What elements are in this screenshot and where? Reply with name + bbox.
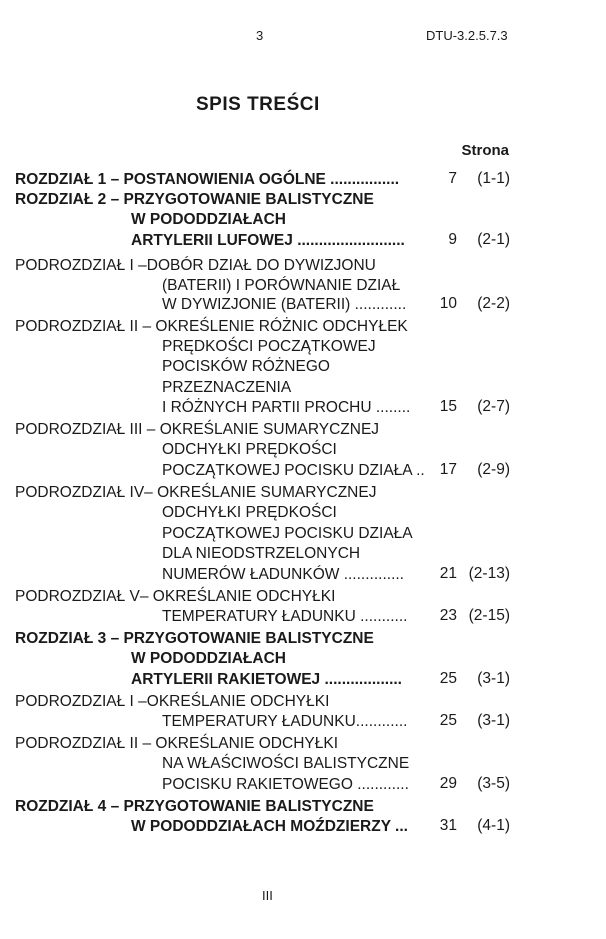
toc-entry-subchapter-2-4: PODROZDZIAŁ IV– OKREŚLANIE SUMARYCZNEJ (15, 484, 377, 501)
toc-entry-line: ODCHYŁKI PRĘDKOŚCI (162, 504, 337, 521)
toc-page-number: 15 (439, 398, 457, 415)
toc-entry-line: DLA NIEODSTRZELONYCH (162, 545, 361, 562)
toc-entry-line: POCZĄTKOWEJ POCISKU DZIAŁA (162, 525, 413, 542)
toc-section-ref: (2-2) (477, 295, 510, 312)
toc-entry-line: W PODODDZIAŁACH (131, 211, 286, 228)
toc-section-ref: (3-5) (477, 775, 510, 792)
toc-section-ref: (2-13) (468, 565, 510, 582)
toc-entry-line: NUMERÓW ŁADUNKÓW .............. (162, 566, 404, 583)
toc-section-ref: (4-1) (477, 817, 510, 834)
page-title: SPIS TREŚCI (196, 94, 320, 115)
toc-entry-line: ARTYLERII RAKIETOWEJ .................. (131, 671, 402, 688)
toc-section-ref: (2-9) (477, 461, 510, 478)
toc-section-ref: (1-1) (477, 170, 510, 187)
toc-entry-line: POCZĄTKOWEJ POCISKU DZIAŁA .. (162, 462, 425, 479)
toc-page-number: 31 (439, 817, 457, 834)
toc-section-ref: (3-1) (477, 712, 510, 729)
toc-entry-subchapter-3-1: PODROZDZIAŁ I –OKREŚLANIE ODCHYŁKI (15, 693, 330, 710)
toc-entry-subchapter-2-1: PODROZDZIAŁ I –DOBÓR DZIAŁ DO DYWIZJONU (15, 257, 376, 274)
toc-entry-line: (BATERII) I PORÓWNANIE DZIAŁ (162, 277, 401, 294)
toc-section-ref: (2-7) (477, 398, 510, 415)
page-column-header: Strona (461, 142, 509, 159)
toc-section-ref: (2-15) (468, 607, 510, 624)
page-number: 3 (256, 28, 264, 43)
toc-page-number: 29 (439, 775, 457, 792)
toc-entry-line: PRZEZNACZENIA (162, 379, 292, 396)
footer-page-number: III (262, 888, 273, 903)
toc-entry-line: W PODODDZIAŁACH (131, 650, 286, 667)
toc-entry-line: ODCHYŁKI PRĘDKOŚCI (162, 441, 337, 458)
document-code: DTU-3.2.5.7.3 (426, 28, 508, 43)
toc-entry-chapter-1: ROZDZIAŁ 1 – POSTANOWIENIA OGÓLNE ................ (15, 171, 400, 188)
toc-section-ref: (3-1) (477, 670, 510, 687)
toc-section-ref: (2-1) (477, 231, 510, 248)
toc-page-number: 17 (439, 461, 457, 478)
toc-entry-line: TEMPERATURY ŁADUNKU ........... (162, 608, 408, 625)
toc-page-number: 7 (448, 170, 457, 187)
toc-entry-line: PRĘDKOŚCI POCZĄTKOWEJ (162, 338, 376, 355)
toc-entry-line: W DYWIZJONIE (BATERII) ............ (162, 296, 407, 313)
toc-entry-subchapter-2-3: PODROZDZIAŁ III – OKREŚLANIE SUMARYCZNEJ (15, 421, 380, 438)
toc-entry-line: POCISKU RAKIETOWEGO ............ (162, 776, 409, 793)
toc-page-number: 10 (439, 295, 457, 312)
toc-page-number: 25 (439, 670, 457, 687)
toc-entry-chapter-2: ROZDZIAŁ 2 – PRZYGOTOWANIE BALISTYCZNE (15, 191, 374, 208)
toc-entry-line: TEMPERATURY ŁADUNKU............ (162, 713, 408, 730)
toc-entry-chapter-4: ROZDZIAŁ 4 – PRZYGOTOWANIE BALISTYCZNE (15, 798, 374, 815)
toc-entry-line: POCISKÓW RÓŻNEGO (162, 358, 330, 375)
toc-entry-chapter-3: ROZDZIAŁ 3 – PRZYGOTOWANIE BALISTYCZNE (15, 630, 374, 647)
toc-entry-line: ARTYLERII LUFOWEJ ......................... (131, 232, 405, 249)
toc-page-number: 21 (439, 565, 457, 582)
toc-entry-subchapter-3-2: PODROZDZIAŁ II – OKREŚLANIE ODCHYŁKI (15, 735, 338, 752)
toc-entry-subchapter-2-5: PODROZDZIAŁ V– OKREŚLANIE ODCHYŁKI (15, 588, 336, 605)
toc-page-number: 25 (439, 712, 457, 729)
toc-page-number: 9 (448, 231, 457, 248)
toc-entry-line: I RÓŻNYCH PARTII PROCHU ........ (162, 399, 411, 416)
toc-entry-line: W PODODDZIAŁACH MOŹDZIERZY ... (131, 818, 408, 835)
toc-entry-line: NA WŁAŚCIWOŚCI BALISTYCZNE (162, 755, 410, 772)
toc-entry-subchapter-2-2: PODROZDZIAŁ II – OKREŚLENIE RÓŻNIC ODCHYŁEK (15, 318, 408, 335)
toc-page-number: 23 (439, 607, 457, 624)
